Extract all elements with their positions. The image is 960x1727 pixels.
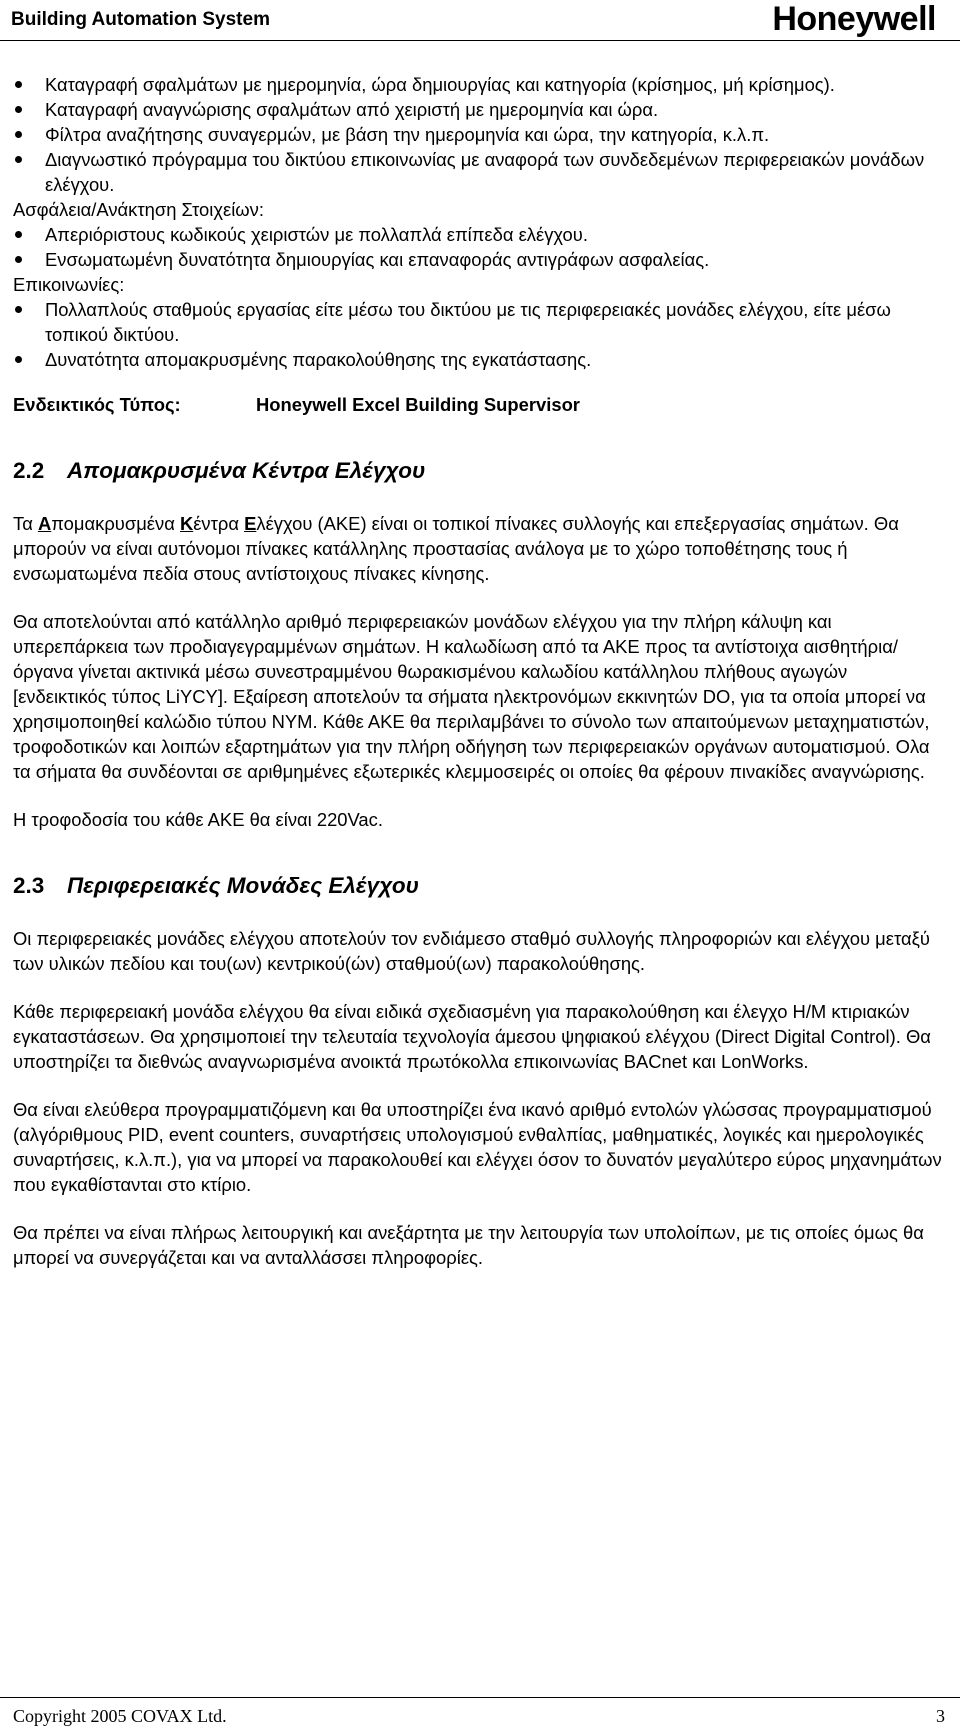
security-list xyxy=(13,222,943,272)
section-2-3-paragraph: Θα είναι ελεύθερα προγραμματιζόμενη και θα υποστηρίζει ένα ικανό αριθμό εντολών γλώσσας προγραμματισμού (αλγόριθμους PID, event counters, συναρτήσεις υπολογισμού ενθαλπίας, μαθηματικές, λογικές και ημερολογικές συναρτήσεις, κ.λ.π.), για να μπορεί να παρακολουθεί και ελέγχει όσον το δυνατόν μεγαλύτερο εύρος μηχανημάτων που εγκαθίστανται στο κτίριο. xyxy=(13,1099,942,1195)
alarm-features-list xyxy=(13,72,943,197)
list-item: Καταγραφή σφαλμάτων με ημερομηνία, ώρα δημιουργίας και κατηγορία (κρίσημος, μή κρίσημος). xyxy=(13,72,943,97)
page-footer xyxy=(0,1697,960,1727)
list-item: Πολλαπλούς σταθμούς εργασίας είτε μέσω του δικτύου με τις περιφερειακές μονάδες ελέγχου, είτε μέσω τοπικού δικτύου. xyxy=(13,297,943,347)
indicative-type-value: Honeywell Excel Building Supervisor xyxy=(256,394,580,415)
header-divider xyxy=(0,40,960,41)
acronym-letter-a: Α xyxy=(37,513,52,534)
section-title: Περιφερειακές Μονάδες Ελέγχου xyxy=(67,873,419,898)
honeywell-logo: Honeywell xyxy=(772,0,936,38)
list-item: Φίλτρα αναζήτησης συναγερμών, με βάση την ημερομηνία και ώρα, την κατηγορία, κ.λ.π. xyxy=(13,122,943,147)
section-2-2-intro xyxy=(13,511,943,586)
communications-list xyxy=(13,297,943,372)
section-heading-2-3 xyxy=(13,872,943,900)
section-2-2-power: Η τροφοδοσία του κάθε ΑΚΕ θα είναι 220Vac. xyxy=(13,809,383,830)
text-span: Τα xyxy=(13,513,38,534)
page-header xyxy=(0,0,960,40)
section-number: 2.2 xyxy=(13,458,45,483)
section-title: Απομακρυσμένα Κέντρα Ελέγχου xyxy=(67,458,426,483)
copyright-text: Copyright 2005 COVAX Ltd. xyxy=(13,1706,227,1726)
list-item: Διαγνωστικό πρόγραμμα του δικτύου επικοινωνίας με αναφορά των συνδεδεμένων περιφερειακών μονάδων ελέγχου. xyxy=(13,147,943,197)
list-item: Καταγραφή αναγνώρισης σφαλμάτων από χειριστή με ημερομηνία και ώρα. xyxy=(13,97,943,122)
section-heading-2-2 xyxy=(13,457,943,485)
section-number: 2.3 xyxy=(13,873,45,898)
text-span: πομακρυσμένα xyxy=(51,513,180,534)
acronym-letter-e: Ε xyxy=(244,513,257,534)
security-heading: Ασφάλεια/Ανάκτηση Στοιχείων: xyxy=(13,199,264,220)
indicative-type xyxy=(13,392,943,417)
communications-heading: Επικοινωνίες: xyxy=(13,274,125,295)
list-item: Απεριόριστους κωδικούς χειριστών με πολλαπλά επίπεδα ελέγχου. xyxy=(13,222,943,247)
acronym-letter-k: Κ xyxy=(179,513,194,534)
page-number: 3 xyxy=(936,1706,945,1726)
section-2-3-paragraph: Κάθε περιφερειακή μονάδα ελέγχου θα είναι ειδικά σχεδιασμένη για παρακολούθηση και έλεγχο Η/Μ κτιριακών εγκαταστάσεων. Θα χρησιμοποιεί την τελευταία τεχνολογία άμεσου ψηφιακού ελέγχου (Direct Digital Control). Θα υποστηρίζει τα διεθνώς αναγνωρισμένα ανοικτά πρωτόκολλα επικοινωνίας BACnet και LonWorks. xyxy=(13,1001,931,1072)
text-span: έντρα xyxy=(193,513,245,534)
text-span: λέγχου (ΑΚΕ) είναι οι τοπικοί πίνακες συλλογής και επεξεργασίας σημάτων. Θα μπορούν να είναι αυτόνομοι πίνακες κατάλληλης προστασίας ανάλογα με το χώρο τοποθέτησης τους ή ενσωματωμένα πεδία στους αντίστοιχους πίνακες κίνησης. xyxy=(13,513,899,584)
section-2-3-paragraph: Θα πρέπει να είναι πλήρως λειτουργική και ανεξάρτητα με την λειτουργία των υπολοίπων, με τις οποίες όμως θα μπορεί να συνεργάζεται και να ανταλλάσσει πληροφορίες. xyxy=(13,1222,924,1268)
indicative-type-label: Ενδεικτικός Τύπος: xyxy=(13,394,181,415)
list-item: Δυνατότητα απομακρυσμένης παρακολούθησης της εγκατάστασης. xyxy=(13,347,943,372)
list-item: Ενσωματωμένη δυνατότητα δημιουργίας και επαναφοράς αντιγράφων ασφαλείας. xyxy=(13,247,943,272)
header-title: Building Automation System xyxy=(11,9,270,30)
section-2-3-paragraph: Οι περιφερειακές μονάδες ελέγχου αποτελούν τον ενδιάμεσο σταθμό συλλογής πληροφοριών και ελέγχου μεταξύ των υλικών πεδίου και του(ων) κεντρικού(ών) σταθμού(ων) παρακολούθησης. xyxy=(13,928,930,974)
document-body xyxy=(13,72,943,1270)
section-2-2-paragraph: Θα αποτελούνται από κατάλληλο αριθμό περιφερειακών μονάδων ελέγχου για την πλήρη κάλυψη και υπερεπάρκεια των προδιαγεγραμμένων σημάτων. Η καλωδίωση από τα ΑΚΕ προς τα αντίστοιχα αισθητήρια/όργανα γίνεται ακτινικά μέσω συνεστραμμένου θωρακισμένου καλωδίου κατάλληλου πλήθους αγωγών [ενδεικτικός τύπος LiYCY]. Εξαίρεση αποτελούν τα σήματα ηλεκτρονόμων εκκινητών DO, για τα οποία μπορεί να χρησιμοποιηθεί καλώδιο τύπου NYM. Κάθε ΑΚΕ θα περιλαμβάνει το σύνολο των απαιτούμενων μεταχηματιστών, τροφοδοτικών και λοιπών εξαρτημάτων για την πλήρη οδήγηση των περιφερειακών οργάνων αυτοματισμού. Ολα τα σήματα θα συνδέονται σε αριθμημένες εξωτερικές κλεμμοσειρές οι οποίες θα φέρουν πινακίδες αναγνώρισης. xyxy=(13,611,930,782)
